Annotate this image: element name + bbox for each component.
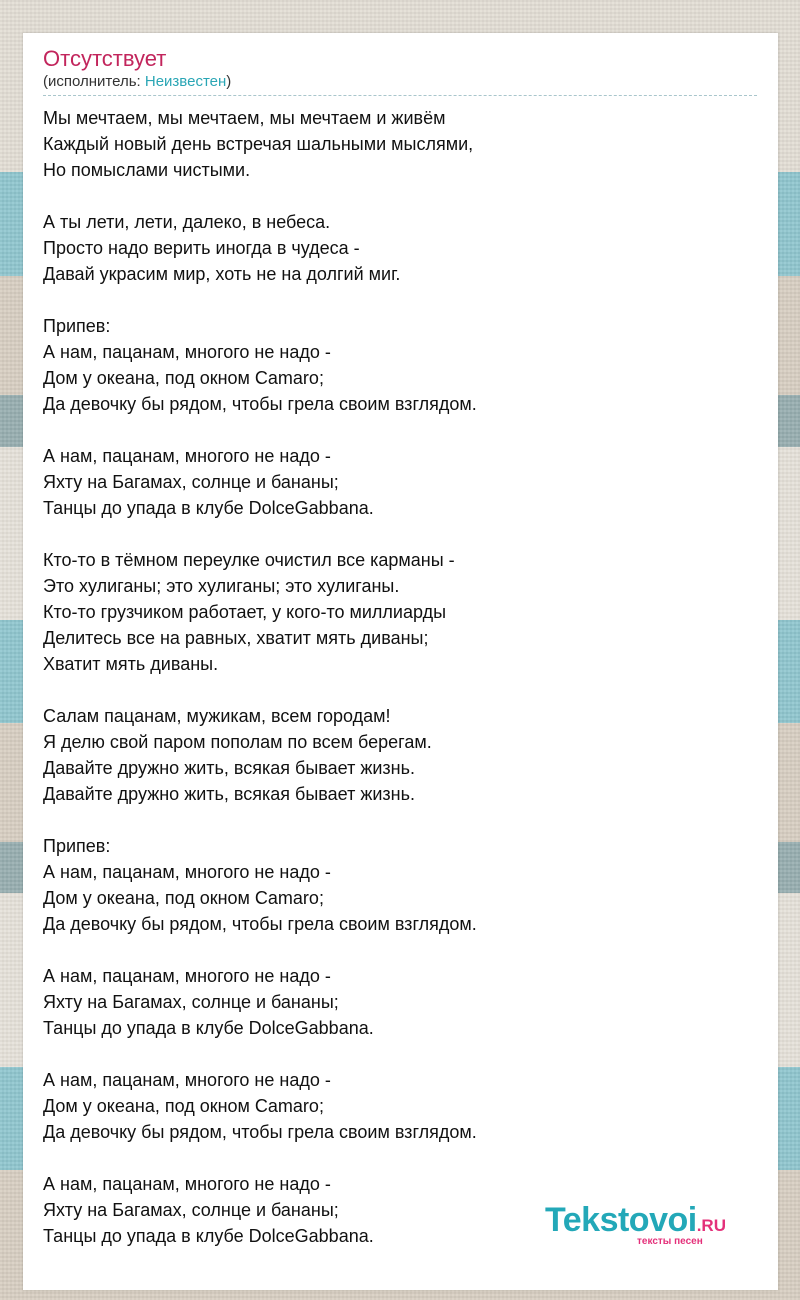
lyrics-blank-line bbox=[43, 287, 757, 313]
lyrics-line: Кто-то в тёмном переулке очистил все карманы - bbox=[43, 550, 455, 570]
lyrics-line: А ты лети, лети, далеко, в небеса. bbox=[43, 212, 331, 232]
lyrics-line: Давайте дружно жить, всякая бывает жизнь. bbox=[43, 758, 415, 778]
lyrics-blank-line bbox=[43, 677, 757, 703]
lyrics-blank-line bbox=[43, 807, 757, 833]
lyrics-line: Делитесь все на равных, хватит мять диваны; bbox=[43, 628, 429, 648]
lyrics-line: Но помыслами чистыми. bbox=[43, 160, 251, 180]
lyrics-line: А нам, пацанам, многого не надо - bbox=[43, 1174, 331, 1194]
artist-prefix: (исполнитель: bbox=[43, 73, 145, 90]
logo-tagline: тексты песен bbox=[637, 1236, 703, 1247]
lyrics-blank-line bbox=[43, 417, 757, 443]
lyrics-line: Припев: bbox=[43, 836, 111, 856]
lyrics-blank-line bbox=[43, 183, 757, 209]
lyrics-line: Давай украсим мир, хоть не на долгий миг. bbox=[43, 264, 401, 284]
lyrics-line: Салам пацанам, мужикам, всем городам! bbox=[43, 706, 391, 726]
lyrics-line: Я делю свой паром пополам по всем берегам. bbox=[43, 732, 432, 752]
lyrics-line: Яхту на Багамах, солнце и бананы; bbox=[43, 1200, 339, 1220]
lyrics-line: А нам, пацанам, многого не надо - bbox=[43, 342, 331, 362]
lyrics-blank-line bbox=[43, 521, 757, 547]
lyrics-line: Припев: bbox=[43, 316, 111, 336]
lyrics-line: Яхту на Багамах, солнце и бананы; bbox=[43, 472, 339, 492]
lyrics-line: Танцы до упада в клубе DolceGabbana. bbox=[43, 1018, 374, 1038]
lyrics-line: Танцы до упада в клубе DolceGabbana. bbox=[43, 1226, 374, 1246]
lyrics-text bbox=[43, 105, 757, 1249]
lyrics-blank-line bbox=[43, 1145, 757, 1171]
lyrics-line: Это хулиганы; это хулиганы; это хулиганы. bbox=[43, 576, 400, 596]
lyrics-line: А нам, пацанам, многого не надо - bbox=[43, 446, 331, 466]
artist-link[interactable]: Неизвестен bbox=[144, 73, 227, 90]
artist-suffix: ) bbox=[226, 73, 232, 90]
lyrics-line: Дом у океана, под окном Camaro; bbox=[43, 368, 324, 388]
lyrics-line: А нам, пацанам, многого не надо - bbox=[43, 1070, 331, 1090]
lyrics-line: А нам, пацанам, многого не надо - bbox=[43, 862, 331, 882]
song-title: Отсутствует bbox=[43, 46, 167, 71]
song-header bbox=[43, 43, 757, 96]
lyrics-line: Да девочку бы рядом, чтобы грела своим взглядом. bbox=[43, 914, 477, 934]
lyrics-line: Давайте дружно жить, всякая бывает жизнь. bbox=[43, 784, 415, 804]
lyrics-card bbox=[23, 33, 778, 1290]
lyrics-line: Яхту на Багамах, солнце и бананы; bbox=[43, 992, 339, 1012]
logo-tld: .RU bbox=[696, 1216, 726, 1235]
lyrics-line: Да девочку бы рядом, чтобы грела своим взглядом. bbox=[43, 394, 477, 414]
lyrics-line: Кто-то грузчиком работает, у кого-то миллиарды bbox=[43, 602, 447, 622]
lyrics-blank-line bbox=[43, 937, 757, 963]
lyrics-line: Хватит мять диваны. bbox=[43, 654, 219, 674]
logo-name: Tekstovoi bbox=[545, 1201, 697, 1239]
lyrics-blank-line bbox=[43, 1041, 757, 1067]
lyrics-line: Мы мечтаем, мы мечтаем, мы мечтаем и живём bbox=[43, 108, 446, 128]
lyrics-line: Да девочку бы рядом, чтобы грела своим взглядом. bbox=[43, 1122, 477, 1142]
lyrics-line: Танцы до упада в клубе DolceGabbana. bbox=[43, 498, 374, 518]
lyrics-line: А нам, пацанам, многого не надо - bbox=[43, 966, 331, 986]
site-logo[interactable] bbox=[545, 1200, 755, 1252]
artist-line bbox=[43, 73, 231, 91]
lyrics-line: Просто надо верить иногда в чудеса - bbox=[43, 238, 360, 258]
lyrics-line: Дом у океана, под окном Camaro; bbox=[43, 888, 324, 908]
lyrics-line: Каждый новый день встречая шальными мыслями, bbox=[43, 134, 474, 154]
lyrics-line: Дом у океана, под окном Camaro; bbox=[43, 1096, 324, 1116]
